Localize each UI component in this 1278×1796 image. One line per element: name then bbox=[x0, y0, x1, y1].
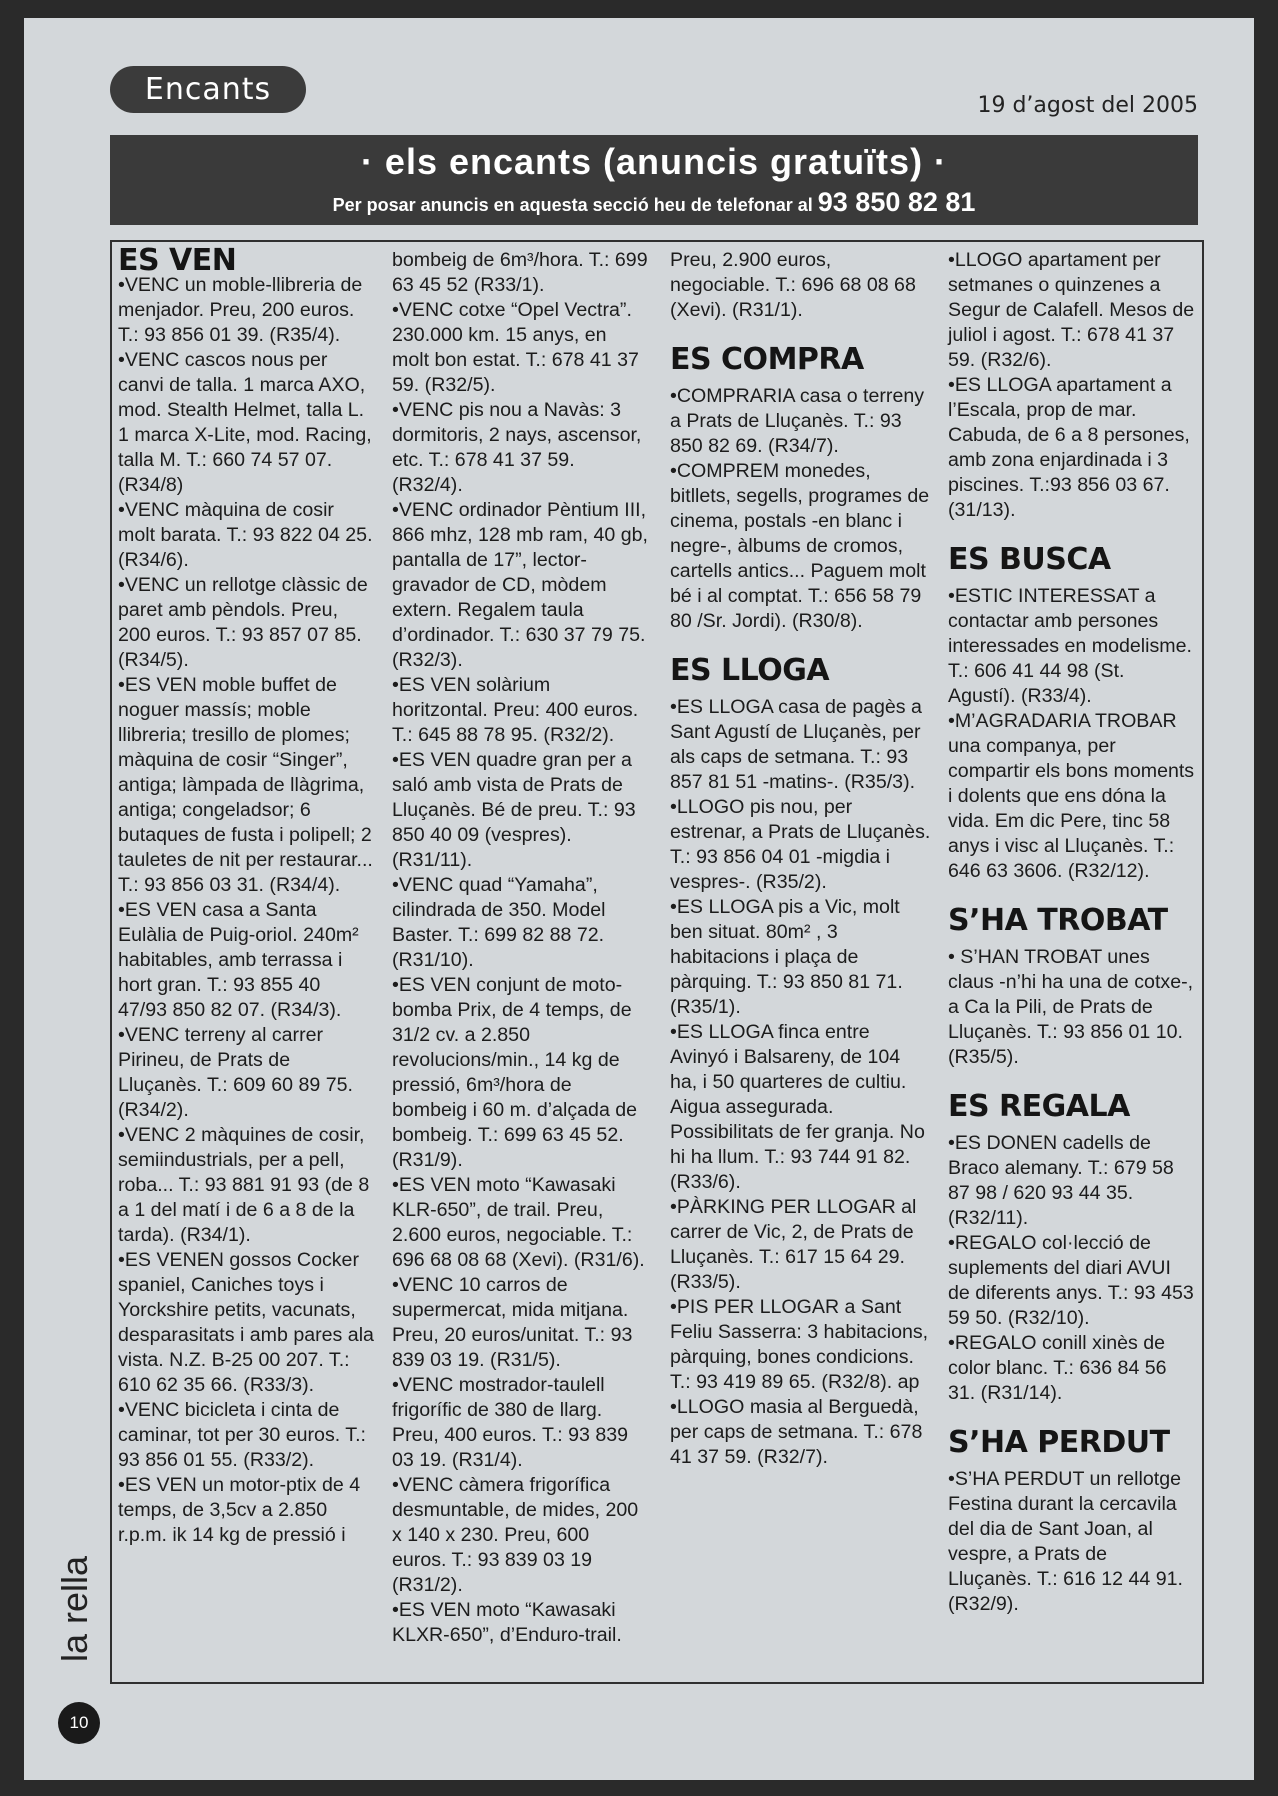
classified-ad: •ES LLOGA finca entre Avinyó i Balsareny, de 104 ha, i 50 quarteres de cultiu. Aigua assegurada. Possibilitats de fer granja. No hi ha llum. T.: 93 744 91 82. (R33/6). bbox=[670, 1021, 925, 1193]
classified-ad: •ES LLOGA apartament a l’Escala, prop de mar. Cabuda, de 6 a 8 persones, amb zona enjardinada i 3 piscines. T.:93 856 03 67. (31/13). bbox=[948, 374, 1190, 521]
classified-ad: •ES DONEN cadells de Braco alemany. T.: 679 58 87 98 / 620 93 44 35. (R32/11). bbox=[948, 1132, 1174, 1229]
classified-ad: •M’AGRADARIA TROBAR una companya, per compartir els bons moments i dolents que ens dóna la vida. Em dic Pere, tinc 58 anys i visc al Lluçanès. T.: 646 63 3606. (R32/12). bbox=[948, 710, 1195, 882]
classified-ad: •ES LLOGA pis a Vic, molt ben situat. 80m² , 3 habitacions i plaça de pàrquing. T.: 93 850 81 71. (R35/1). bbox=[670, 896, 903, 1018]
column-2 bbox=[392, 248, 648, 1648]
classified-ad: •LLOGO masia al Berguedà, per caps de setmana. T.: 678 41 37 59. (R32/7). bbox=[670, 1396, 923, 1468]
classified-ad: •ES VEN moto “Kawasaki KLR-650”, de trail. Preu, 2.600 euros, negociable. T.: 696 68 08 68 (Xevi). (R31/6). bbox=[392, 1174, 645, 1271]
classified-ad: •ES VEN conjunt de moto-bomba Prix, de 4 temps, de 31/2 cv. a 2.850 revolucions/min., 14 kg de pressió, 6m³/hora de bombeig i 60 m. d’alçada de bombeig. T.: 699 63 45 52. (R31/9). bbox=[392, 974, 638, 1171]
classified-ad: •REGALO conill xinès de color blanc. T.: 636 84 56 31. (R31/14). bbox=[948, 1332, 1167, 1404]
classified-ad: •COMPREM monedes, bitllets, segells, programes de cinema, postals -en blanc i negre-, àlbums de cromos, cartells antics... Paguem molt bé i al comptat. T.: 656 58 79 80 /Sr. Jordi). (R30/8). bbox=[670, 460, 930, 632]
classified-ad: •VENC ordinador Pèntium III, 866 mhz, 128 mb ram, 40 gb, pantalla de 17”, lector-gravador de CD, mòdem extern. Regalem taula d’ordinador. T.: 630 37 79 75. (R32/3). bbox=[392, 499, 648, 671]
classified-ad: •ES VEN moble buffet de noguer massís; moble llibreria; tresillo de plomes; màquina de cosir “Singer”, antiga; làmpada de llàgrima, antiga; congeladsor; 6 butaques de fusta i polipell; 2 tauletes de nit per restaurar... T.: 93 856 03 31. (R34/4). bbox=[118, 674, 373, 896]
banner-subtitle bbox=[110, 187, 1198, 218]
category-heading: ES VEN bbox=[118, 243, 237, 278]
banner-title: · els encants (anuncis gratuïts) · bbox=[360, 141, 948, 182]
classified-ad: •VENC 10 carros de supermercat, mida mitjana. Preu, 20 euros/unitat. T.: 93 839 03 19. (R31/5). bbox=[392, 1274, 633, 1371]
classified-ad: •ES VEN un motor-ptix de 4 temps, de 3,5cv a 2.850 r.p.m. ik 14 kg de pressió i bbox=[118, 1474, 361, 1546]
classified-ad: •VENC cotxe “Opel Vectra”. 230.000 km. 15 anys, en molt bon estat. T.: 678 41 37 59. (R32/5). bbox=[392, 299, 639, 396]
classified-ad: •ES VEN casa a Santa Eulàlia de Puig-oriol. 240m² habitables, amb terrassa i hort gran. T.: 93 855 40 47/93 850 82 07. (R34/3). bbox=[118, 899, 359, 1021]
magazine-name: la rella bbox=[54, 1555, 96, 1663]
classified-ad: •ES LLOGA casa de pagès a Sant Agustí de Lluçanès, per als caps de setmana. T.: 93 857 81 51 -matins-. (R35/3). bbox=[670, 696, 922, 793]
classified-ad: •VENC un moble-llibreria de menjador. Preu, 200 euros. T.: 93 856 01 39. (R35/4). bbox=[118, 274, 363, 346]
category-heading: S’HA TROBAT bbox=[948, 903, 1168, 938]
classifieds-box bbox=[110, 240, 1204, 1684]
classified-ad: •ESTIC INTERESSAT a contactar amb persones interessades en modelisme. T.: 606 41 44 98 (St. Agustí). (R33/4). bbox=[948, 585, 1192, 707]
classified-ad: •ES VEN moto “Kawasaki KLXR-650”, d’Enduro-trail. bbox=[392, 1599, 622, 1646]
category-heading: ES BUSCA bbox=[948, 542, 1111, 577]
category-heading: ES COMPRA bbox=[670, 342, 864, 377]
issue-date: 19 d’agost del 2005 bbox=[977, 93, 1198, 118]
category-heading: ES REGALA bbox=[948, 1089, 1130, 1124]
classified-ad: •VENC 2 màquines de cosir, semiindustrials, per a pell, roba... T.: 93 881 91 93 (de 8 a 1 del matí i de 6 a 8 de la tarda). (R34/1). bbox=[118, 1124, 370, 1246]
column-3 bbox=[670, 248, 932, 1470]
classified-ad: •REGALO col·lecció de suplements del diari AVUI de diferents anys. T.: 93 453 59 50. (R32/10). bbox=[948, 1232, 1194, 1329]
classified-ad: •ES VEN solàrium horitzontal. Preu: 400 euros. T.: 645 88 78 95. (R32/2). bbox=[392, 674, 639, 746]
banner-instructions: Per posar anuncis en aquesta secció heu de telefonar al bbox=[332, 195, 813, 215]
classified-ad: •VENC càmera frigorífica desmuntable, de mides, 200 x 140 x 230. Preu, 600 euros. T.: 93 839 03 19 (R31/2). bbox=[392, 1474, 639, 1596]
classified-ad: • S’HAN TROBAT unes claus -n’hi ha una de cotxe-, a Ca la Pili, de Prats de Lluçanès. T.: 93 856 01 10. (R35/5). bbox=[948, 946, 1194, 1068]
category-heading: ES LLOGA bbox=[670, 653, 830, 688]
page-number: 10 bbox=[58, 1702, 100, 1744]
classified-ad: •VENC bicicleta i cinta de caminar, tot per 30 euros. T.: 93 856 01 55. (R33/2). bbox=[118, 1399, 366, 1471]
classified-ad: •VENC cascos nous per canvi de talla. 1 marca AXO, mod. Stealth Helmet, talla L. 1 marca X-Lite, mod. Racing, talla M. T.: 660 74 57 07. (R34/8) bbox=[118, 349, 372, 496]
column-1 bbox=[118, 243, 374, 1548]
classified-ad: •VENC màquina de cosir molt barata. T.: 93 822 04 25. (R34/6). bbox=[118, 499, 373, 571]
classified-ad: •ES VEN quadre gran per a saló amb vista de Prats de Lluçanès. Bé de preu. T.: 93 850 40 09 (vespres). (R31/11). bbox=[392, 749, 636, 871]
column-4 bbox=[948, 248, 1196, 1617]
classified-ad: Preu, 2.900 euros, negociable. T.: 696 68 08 68 (Xevi). (R31/1). bbox=[670, 249, 916, 321]
magazine-logo bbox=[54, 1540, 110, 1670]
classified-ad: •VENC quad “Yamaha”, cilindrada de 350. Model Baster. T.: 699 82 88 72. (R31/10). bbox=[392, 874, 606, 971]
banner-phone: 93 850 82 81 bbox=[817, 187, 976, 217]
category-heading: S’HA PERDUT bbox=[948, 1425, 1170, 1460]
classified-ad: •S’HA PERDUT un rellotge Festina durant la cercavila del dia de Sant Joan, al vespre, a Prats de Lluçanès. T.: 616 12 44 91. (R32/9). bbox=[948, 1468, 1183, 1615]
classified-ad: •PIS PER LLOGAR a Sant Feliu Sasserra: 3 habitacions, pàrquing, bones condicions. T.: 93 419 89 65. (R32/8). ap bbox=[670, 1296, 929, 1393]
classified-ad: •PÀRKING PER LLOGAR al carrer de Vic, 2, de Prats de Lluçanès. T.: 617 15 64 29. (R33/5). bbox=[670, 1196, 917, 1293]
classified-ad: bombeig de 6m³/hora. T.: 699 63 45 52 (R33/1). bbox=[392, 249, 648, 296]
section-label: Encants bbox=[110, 66, 306, 113]
classified-ad: •LLOGO pis nou, per estrenar, a Prats de Lluçanès. T.: 93 856 04 01 -migdia i vespres-. (R35/2). bbox=[670, 796, 931, 893]
classified-ad: •COMPRARIA casa o terreny a Prats de Lluçanès. T.: 93 850 82 69. (R34/7). bbox=[670, 385, 925, 457]
classified-ad: •VENC mostrador-taulell frigorífic de 380 de llarg. Preu, 400 euros. T.: 93 839 03 19. (R31/4). bbox=[392, 1374, 629, 1471]
classified-ad: •ES VENEN gossos Cocker spaniel, Caniches toys i Yorckshire petits, vacunats, desparasitats i amb pares ala vista. N.Z. B-25 00 207. T.: 610 62 35 66. (R33/3). bbox=[118, 1249, 374, 1396]
classifieds-banner bbox=[110, 135, 1198, 225]
classified-ad: •VENC un rellotge clàssic de paret amb pèndols. Preu, 200 euros. T.: 93 857 07 85. (R34/5). bbox=[118, 574, 368, 671]
classified-ad: •VENC pis nou a Navàs: 3 dormitoris, 2 nays, ascensor, etc. T.: 678 41 37 59. (R32/4). bbox=[392, 399, 642, 496]
classified-ad: •VENC terreny al carrer Pirineu, de Prats de Lluçanès. T.: 609 60 89 75. (R34/2). bbox=[118, 1024, 353, 1121]
classified-ad: •LLOGO apartament per setmanes o quinzenes a Segur de Calafell. Mesos de juliol i agost. T.: 678 41 37 59. (R32/6). bbox=[948, 249, 1195, 371]
